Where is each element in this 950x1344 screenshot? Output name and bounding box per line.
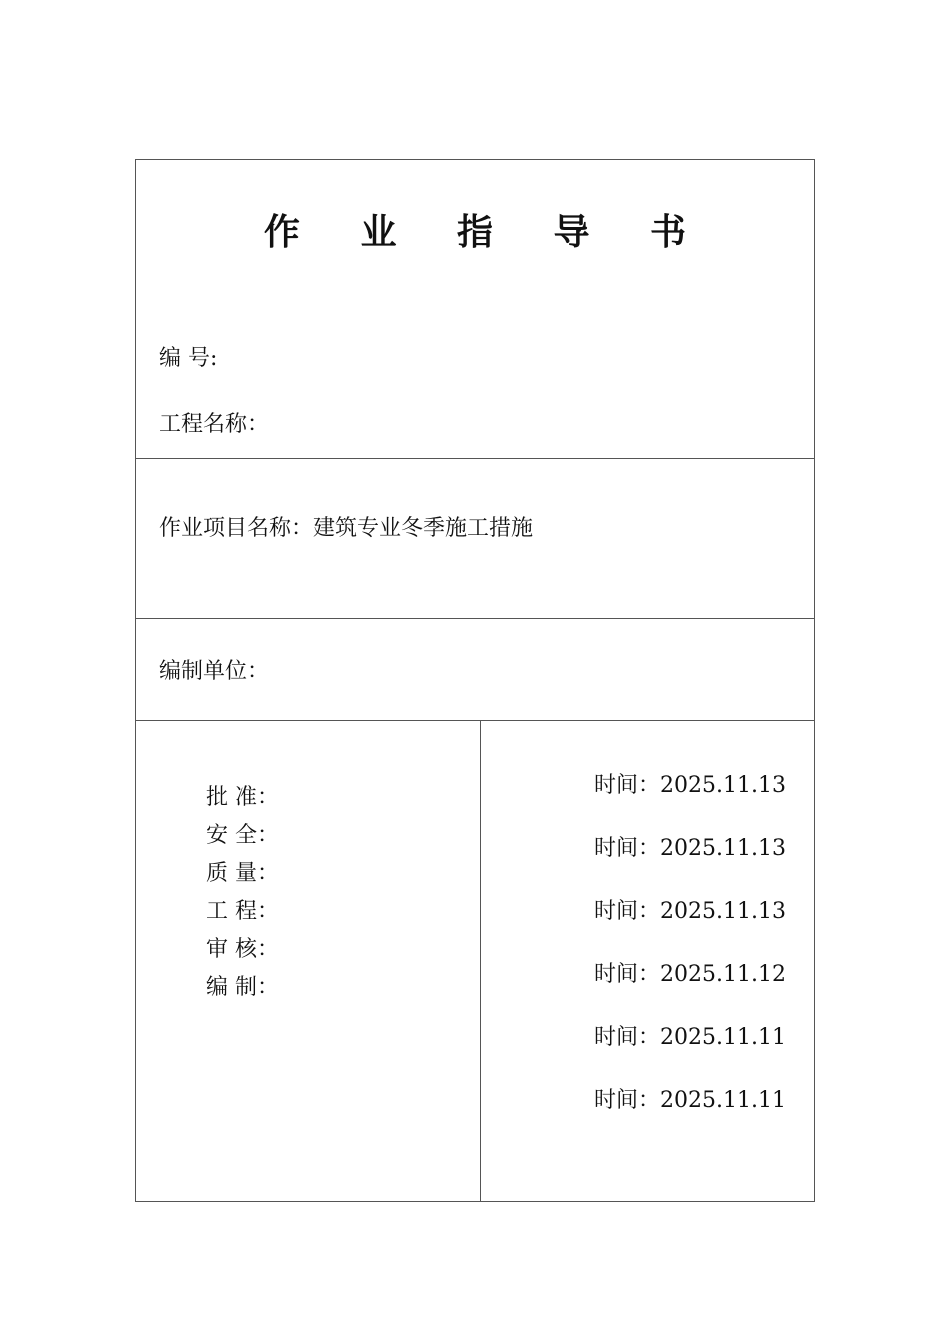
number-label: 编 号: (159, 346, 218, 371)
time-engineering: 时间：2025.11.12 (594, 962, 786, 987)
work-item-name: 作业项目名称：建筑专业冬季施工措施 (159, 516, 534, 541)
time-compile: 时间：2025.11.11 (594, 1088, 786, 1113)
signature-approve: 批 准： (206, 785, 279, 810)
divider-2 (136, 618, 814, 619)
time-safety: 时间：2025.11.13 (594, 836, 786, 861)
document-title: 作 业 指 导 书 (263, 212, 711, 253)
column-divider (480, 720, 481, 1202)
signature-quality: 质 量： (206, 861, 279, 886)
signature-review: 审 核： (206, 937, 279, 962)
time-approve: 时间：2025.11.13 (594, 773, 786, 798)
signature-safety: 安 全： (206, 823, 279, 848)
project-name-label: 工程名称： (159, 412, 270, 437)
divider-3 (136, 720, 814, 721)
signature-engineering: 工 程： (206, 899, 279, 924)
signature-compile: 编 制： (206, 975, 279, 1000)
time-review: 时间：2025.11.11 (594, 1025, 786, 1050)
time-quality: 时间：2025.11.13 (594, 899, 786, 924)
unit-label: 编制单位： (159, 659, 270, 684)
document-frame (135, 159, 815, 1202)
divider-1 (136, 458, 814, 459)
